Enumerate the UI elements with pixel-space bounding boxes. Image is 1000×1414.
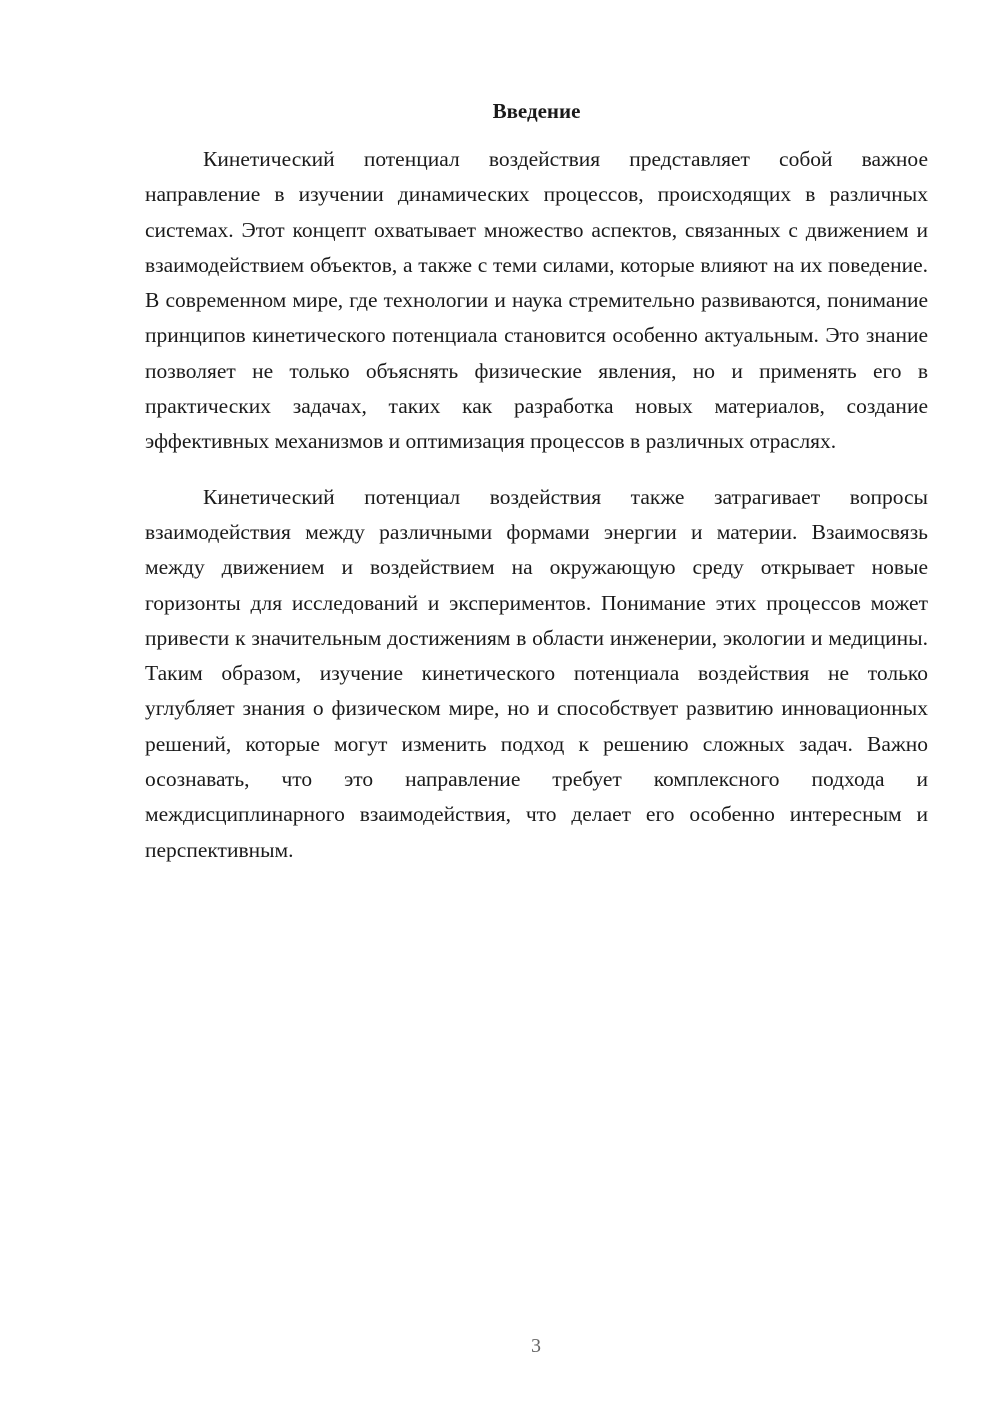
section-heading: Введение bbox=[492, 99, 581, 123]
body-text bbox=[145, 142, 928, 868]
paragraph-2: Кинетический потенциал воздействия также затрагивает вопросы взаимодействия между различными формами энергии и материи. Взаимосвязь между движением и воздействием на окружающую среду открывает новые горизонты для исследований и экспериментов. Понимание этих процессов может привести к значительным достижениям в области инженерии, экологии и медицины. Таким образом, изучение кинетического потенциала воздействия не только углубляет знания о физическом мире, но и способствует развитию инновационных решений, которые могут изменить подход к решению сложных задач. Важно осознавать, что это направление требует комплексного подхода и междисциплинарного взаимодействия, что делает его особенно интересным и перспективным. bbox=[145, 484, 928, 862]
paragraph-1: Кинетический потенциал воздействия представляет собой важное направление в изучении динамических процессов, происходящих в различных системах. Этот концепт охватывает множество аспектов, связанных с движением и взаимодействием объектов, а также с теми силами, которые влияют на их поведение. В современном мире, где технологии и наука стремительно развиваются, понимание принципов кинетического потенциала становится особенно актуальным. Это знание позволяет не только объяснять физические явления, но и применять его в практических задачах, таких как разработка новых материалов, создание эффективных механизмов и оптимизация процессов в различных отраслях. bbox=[145, 147, 928, 454]
page-number: 3 bbox=[531, 1335, 541, 1357]
